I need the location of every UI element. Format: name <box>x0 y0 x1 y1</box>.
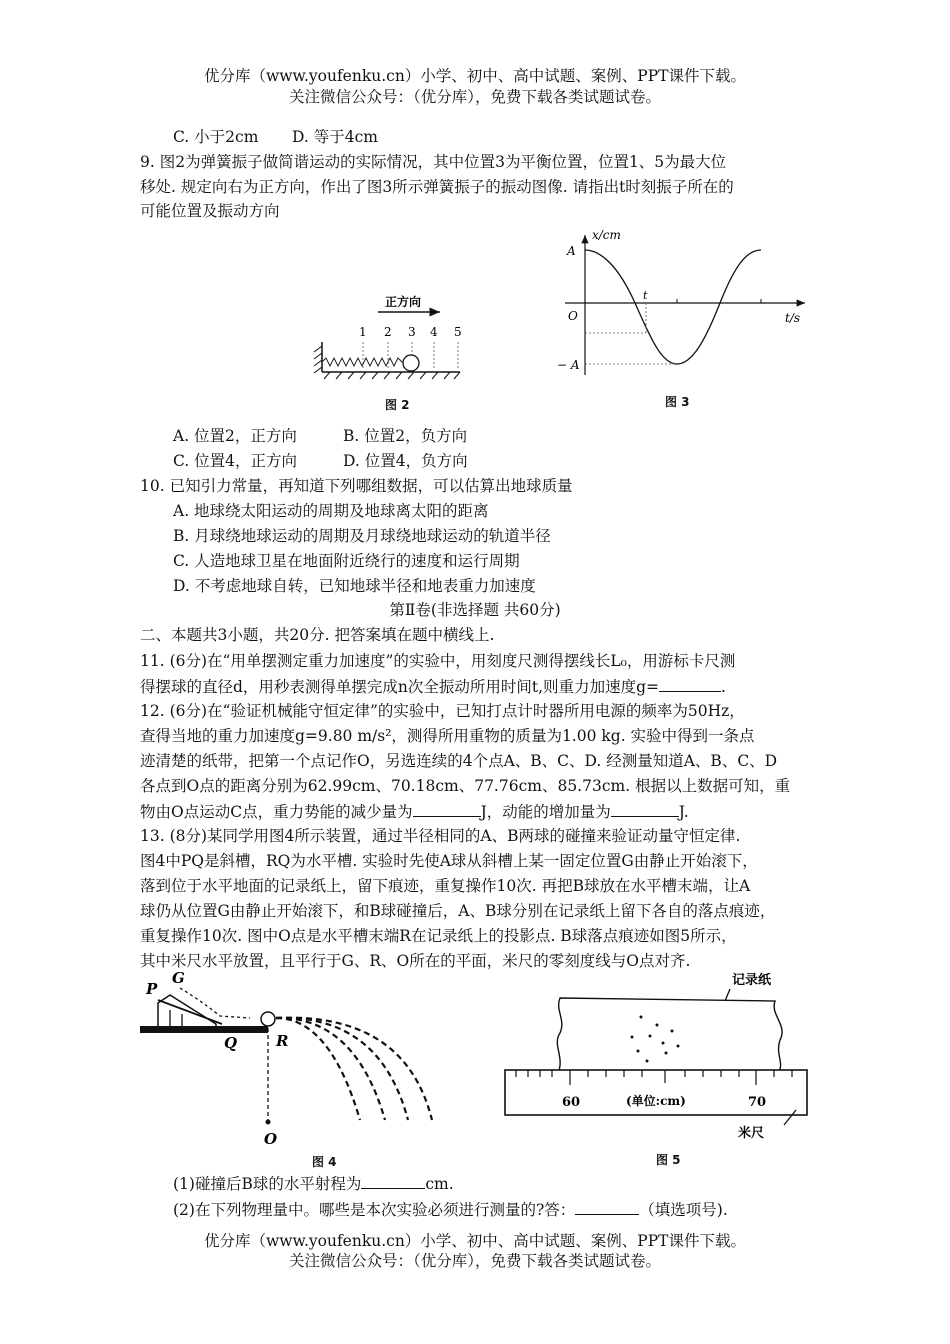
fig2-position-1: 1 <box>359 325 367 339</box>
q12-blank-kinetic-energy[interactable] <box>611 800 679 817</box>
q13-line-1: 13. (8分)某同学用图4所示装置，通过半径相同的A、B两球的碰撞来验证动量守恒定律. <box>140 827 741 845</box>
q12-line-3: 迹清楚的纸带，把第一个点记作O，另选连续的4个点A、B、C、D. 经测量知道A、B、C、D <box>140 752 778 770</box>
footer-line-1: 优分库（www.youfenku.cn）小学、初中、高中试题、案例、PPT课件下载。 <box>203 1232 747 1250</box>
q13-line-6: 其中米尺水平放置，且平行于G、R、O所在的平面，米尺的零刻度线与O点对齐. <box>140 952 691 970</box>
q13-line-5: 重复操作10次. 图中O点是水平槽末端R在记录纸上的投影点. B球落点痕迹如图5所示， <box>140 927 737 945</box>
q11-line-2 <box>140 675 726 698</box>
fig5-caption: 图 5 <box>656 1153 681 1167</box>
fig4-label-G: G <box>172 969 185 987</box>
q12-line-1: 12. (6分)在“验证机械能守恒定律”的实验中，已知打点计时器所用电源的频率为50Hz， <box>140 702 745 720</box>
q10-stem: 10. 已知引力常量，再知道下列哪组数据，可以估算出地球质量 <box>140 477 573 495</box>
q13-sub-1-unit: cm. <box>425 1175 454 1193</box>
fig3-t-mark: t <box>643 289 648 302</box>
fig5-tick-60: 60 <box>562 1095 581 1110</box>
fig5-record-paper <box>557 998 782 1073</box>
q12-line-4: 各点到O点的距离分别为62.99cm、70.18cm、77.76cm、85.73cm. 根据以上数据可知，重 <box>140 777 791 795</box>
q9-option-a: A. 位置2，正方向 <box>173 427 297 445</box>
footer-line-2: 关注微信公众号：（优分库），免费下载各类试题试卷。 <box>288 1252 661 1270</box>
fig3-amp-pos: A <box>567 244 576 258</box>
fig3-y-label: x/cm <box>592 228 621 242</box>
q10-option-a: A. 地球绕太阳运动的周期及地球离太阳的距离 <box>173 502 489 520</box>
fig3-x-label: t/s <box>785 311 801 325</box>
fig2-position-5: 5 <box>454 325 462 339</box>
fig5-ruler-label: 米尺 <box>738 1126 765 1141</box>
fig3-amp-neg: − A <box>557 358 580 372</box>
q13-sub-2-blank[interactable] <box>575 1198 639 1215</box>
q11-line-2-text: 得摆球的直径d，用秒表测得单摆完成n次全振动所用时间t,则重力加速度g= <box>140 678 659 696</box>
fig4-label-R: R <box>276 1032 289 1050</box>
q12-blank-potential-energy[interactable] <box>413 800 481 817</box>
prev-option-d: D. 等于4cm <box>292 128 378 146</box>
q11-line-2-end: . <box>720 678 726 696</box>
q9-line-3: 可能位置及振动方向 <box>140 202 280 220</box>
fig3-caption: 图 3 <box>665 395 690 409</box>
q10-option-c: C. 人造地球卫星在地面附近绕行的速度和运行周期 <box>173 552 520 570</box>
q12-line-5b: J，动能的增加量为 <box>480 803 611 821</box>
fig5-unit: (单位:cm) <box>626 1094 686 1108</box>
fig4-label-Q: Q <box>224 1034 238 1052</box>
q9-line-1: 9. 图2为弹簧振子做简谐运动的实际情况，其中位置3为平衡位置，位置1、5为最大位 <box>140 153 727 171</box>
section2-intro: 二、本题共3小题，共20分. 把答案填在题中横线上. <box>140 626 495 644</box>
fig3-curve <box>585 250 761 364</box>
header-line-2: 关注微信公众号：（优分库），免费下载各类试题试卷。 <box>288 88 661 106</box>
fig5-paper-label: 记录纸 <box>732 973 772 988</box>
figure-2-spring-oscillator <box>310 290 490 390</box>
header-line-1: 优分库（www.youfenku.cn）小学、初中、高中试题、案例、PPT课件下载。 <box>203 67 747 85</box>
q13-line-2: 图4中PQ是斜槽，RQ为水平槽. 实验时先使A球从斜槽上某一固定位置G由静止开始滚下， <box>140 852 758 870</box>
fig4-label-P: P <box>146 980 158 998</box>
fig2-position-3: 3 <box>408 325 416 339</box>
q13-line-3: 落到位于水平地面的记录纸上，留下痕迹，重复操作10次. 再把B球放在水平槽末端，让A <box>140 877 751 895</box>
fig2-position-2: 2 <box>384 325 392 339</box>
figure-4-collision-apparatus <box>140 970 440 1150</box>
prev-option-c: C. 小于2cm <box>173 128 259 146</box>
q9-option-b: B. 位置2，负方向 <box>343 427 468 445</box>
section2-title: 第Ⅱ卷(非选择题 共60分) <box>389 601 561 619</box>
figure-3-vibration-graph <box>555 225 815 380</box>
q13-sub-2 <box>173 1198 728 1221</box>
fig4-caption: 图 4 <box>312 1155 337 1169</box>
q12-line-5 <box>140 800 689 823</box>
q13-sub-1-blank[interactable] <box>361 1172 425 1189</box>
q11-line-1: 11. (6分)在“用单摆测定重力加速度”的实验中，用刻度尺测得摆线长L₀，用游标卡尺测 <box>140 652 736 670</box>
figure-5-ruler-marks <box>500 965 810 1145</box>
fig2-position-4: 4 <box>430 325 438 339</box>
q13-sub-1-text: (1)碰撞后B球的水平射程为 <box>173 1175 362 1193</box>
q10-option-b: B. 月球绕地球运动的周期及月球绕地球运动的轨道半径 <box>173 527 551 545</box>
fig2-caption: 图 2 <box>385 398 410 412</box>
fig4-label-O: O <box>264 1130 278 1148</box>
q9-option-c: C. 位置4，正方向 <box>173 452 298 470</box>
q13-line-4: 球仍从位置G由静止开始滚下，和B球碰撞后，A、B球分别在记录纸上留下各自的落点痕迹， <box>140 902 776 920</box>
q13-sub-1 <box>173 1172 454 1195</box>
q10-option-d: D. 不考虑地球自转，已知地球半径和地表重力加速度 <box>173 577 536 595</box>
q13-sub-2-text: (2)在下列物理量中。哪些是本次实验必须进行测量的?答： <box>173 1201 576 1219</box>
q12-line-2: 查得当地的重力加速度g=9.80 m/s²，测得所用重物的质量为1.00 kg. 实验中得到一条点 <box>140 727 755 745</box>
fig5-tick-70: 70 <box>748 1095 767 1110</box>
fig3-origin: O <box>568 309 578 323</box>
fig4-ball <box>261 1012 275 1026</box>
fig2-ball <box>403 355 419 371</box>
q13-sub-2-end: （填选项号). <box>639 1201 728 1219</box>
fig4-horizontal-groove <box>140 1026 268 1033</box>
q12-line-5a: 物由O点运动C点，重力势能的减少量为 <box>140 803 413 821</box>
q9-option-d: D. 位置4，负方向 <box>343 452 468 470</box>
q9-line-2: 移处. 规定向右为正方向，作出了图3所示弹簧振子的振动图像. 请指出t时刻振子所在的 <box>140 178 734 196</box>
fig2-direction-label: 正方向 <box>385 295 422 309</box>
q11-answer-blank[interactable] <box>659 675 721 692</box>
q12-line-5c: J. <box>678 803 689 821</box>
